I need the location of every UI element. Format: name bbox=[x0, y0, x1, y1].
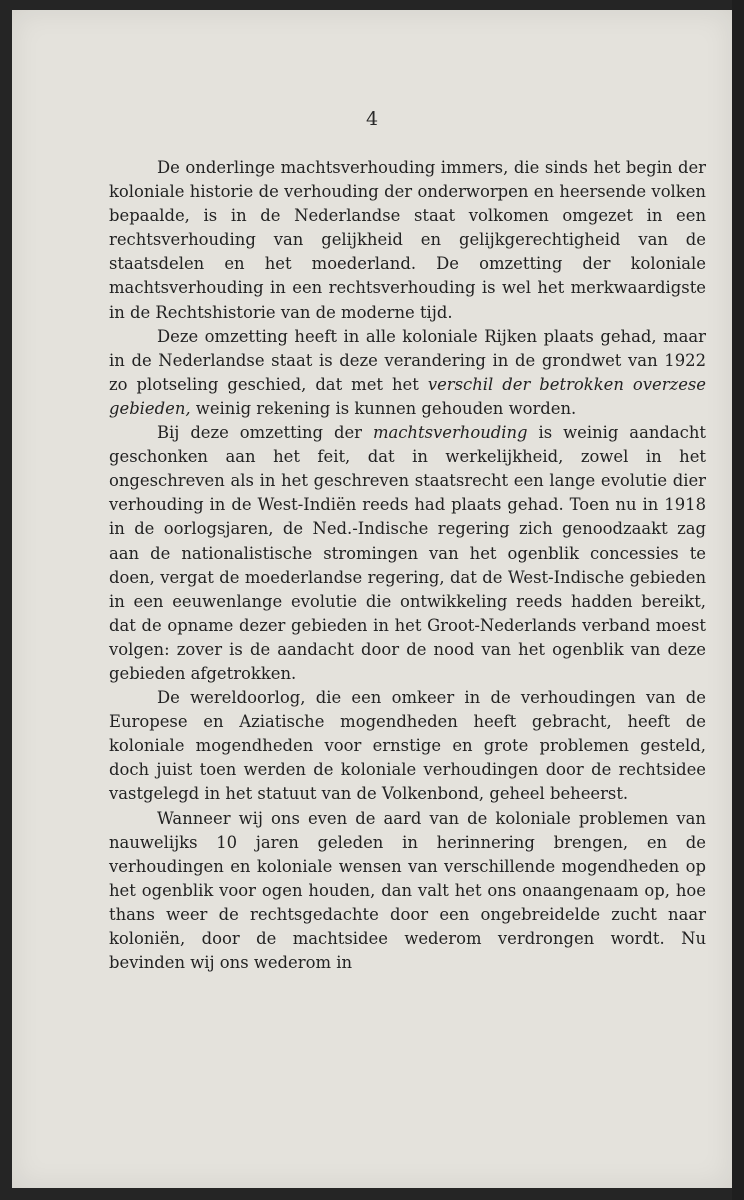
paragraph-2-italic: verschil der betrokken overzese gebieden, bbox=[109, 374, 707, 418]
paragraph-4 bbox=[109, 686, 706, 806]
document-page bbox=[12, 10, 732, 1188]
paragraph-5-text: Wanneer wij ons even de aard van de koloniale problemen van nauwelijks 10 jaren geleden in herinnering brengen, en de verhoudingen en koloniale wensen van verschillende mogendheden op het ogenblik voor ogen houden, dan valt het ons onaangenaam op, hoe thans weer de rechtsgedachte door een ongebreidelde zucht naar koloniën, door de machtsidee wederom verdrongen wordt. Nu bevinden wij ons wederom in bbox=[109, 808, 706, 973]
paragraph-3-text-a: Bij deze omzetting der bbox=[157, 423, 373, 443]
paragraph-2 bbox=[109, 325, 706, 421]
paragraph-1 bbox=[109, 156, 706, 325]
paragraph-1-text: De onderlinge machtsverhouding immers, die sinds het begin der koloniale historie de verhouding der onderworpen en heersende volken bepaalde, is in de Nederlandse staat volkomen omgezet in een rechtsverhouding van gelijkheid en gelijkgerechtigheid van de staatsdelen en het moederland. De omzetting der koloniale machtsverhouding in een rechtsverhouding is wel het merkwaardigste in de Rechtshistorie van de moderne tijd. bbox=[109, 158, 706, 322]
body-text bbox=[109, 156, 706, 975]
page-number: 4 bbox=[365, 108, 379, 130]
book-spine-edge bbox=[732, 0, 744, 1200]
paragraph-2-text-a: Deze omzetting heeft in alle koloniale Rijken plaats gehad, maar in de Nederlandse staat is deze verandering in de grondwet van 1922 zo plotseling geschied, dat met het bbox=[109, 326, 706, 394]
paragraph-3 bbox=[109, 421, 706, 686]
paragraph-3-italic: machtsverhouding bbox=[372, 423, 528, 443]
paragraph-5 bbox=[109, 807, 706, 976]
paragraph-4-text: De wereldoorlog, die een omkeer in de verhoudingen van de Europese en Aziatische mogendheden heeft gebracht, heeft de koloniale mogendheden voor ernstige en grote problemen gesteld, doch juist toen werden de koloniale verhoudingen door de rechtsidee vastgelegd in het statuut van de Volkenbond, geheel beheerst. bbox=[109, 688, 706, 804]
paragraph-2-text-b: weinig rekening is kunnen gehouden worden. bbox=[190, 398, 577, 418]
paragraph-3-text-b: is weinig aandacht geschonken aan het feit, dat in werkelijkheid, zowel in het ongeschreven als in het geschreven staatsrecht een lange evolutie dier verhouding in de West-Indiën reeds had plaats gehad. Toen nu in 1918 in de oorlogsjaren, de Ned.-Indische regering zich genoodzaakt zag aan de nationalistische stromingen van het ogenblik concessies te doen, vergat de moederlandse regering, dat de West-Indische gebieden in een eeuwenlange evolutie die ontwikkeling reeds hadden bereikt, dat de opname dezer gebieden in het Groot-Nederlands verband moest volgen: zover is de aandacht door de nood van het ogenblik van deze gebieden afgetrokken. bbox=[109, 423, 706, 683]
